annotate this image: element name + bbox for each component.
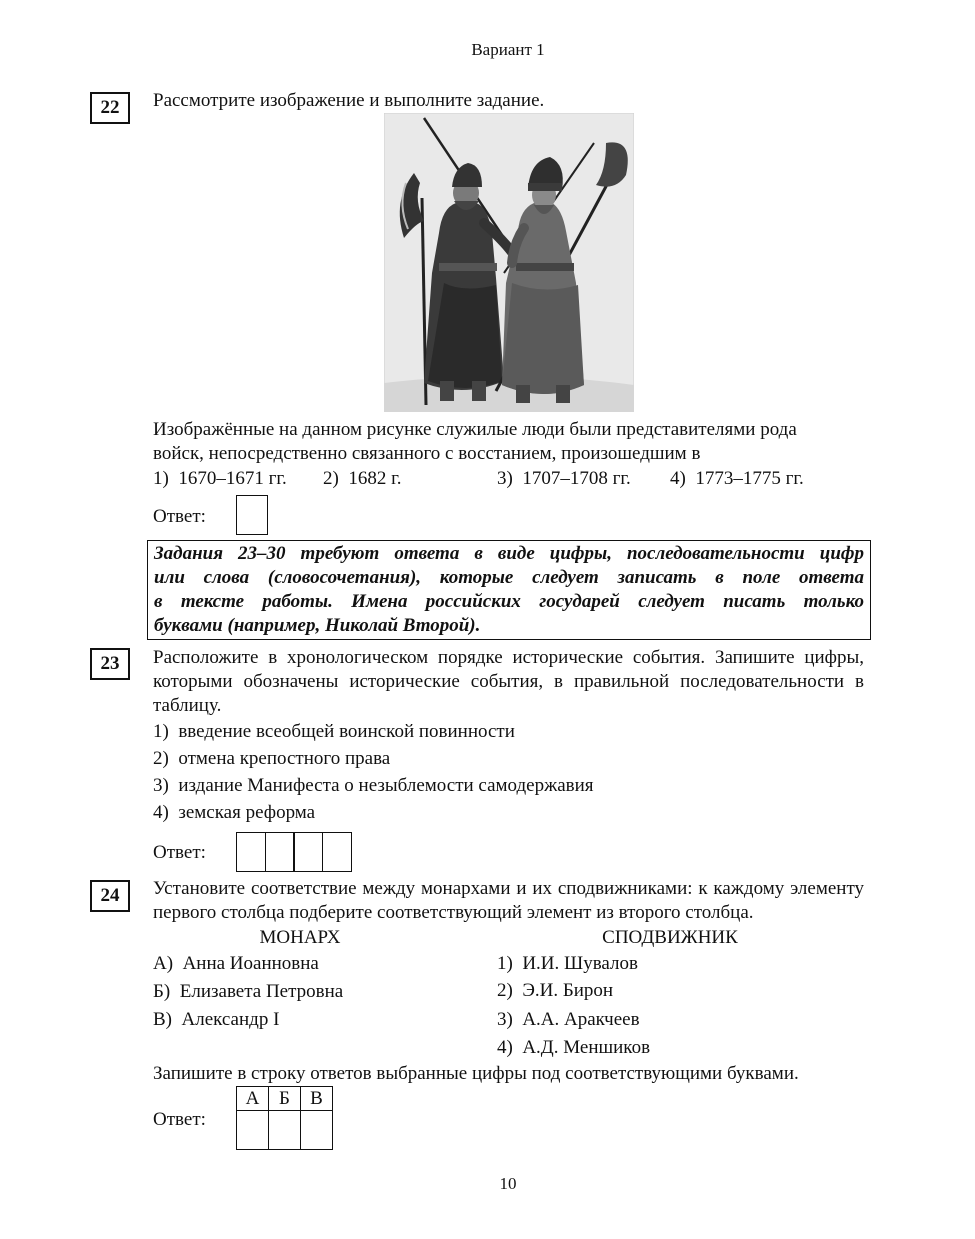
item-text: земская реформа	[178, 802, 316, 823]
monarch-key: Б)	[153, 981, 171, 1002]
item-number: 3)	[153, 775, 169, 796]
item-number: 2)	[153, 748, 169, 769]
instruction-line-1: Задания 23–30 требуют ответа в виде цифры, последовательности цифр	[154, 543, 864, 564]
option-number: 4)	[670, 468, 686, 489]
task22-question-line2: войск, непосредственно связанного с восстанием, произошедшим в	[153, 443, 701, 464]
associate-3	[497, 1008, 640, 1032]
answer-cell[interactable]	[293, 832, 323, 872]
page-number: 10	[499, 1174, 517, 1193]
monarch-b	[153, 980, 343, 1004]
task22-option-2	[323, 467, 401, 491]
column-header-monarch: МОНАРХ	[259, 927, 341, 948]
answer-header-v: В	[301, 1087, 333, 1111]
associate-4	[497, 1036, 650, 1060]
answer-cell-b[interactable]	[269, 1111, 301, 1150]
task23-prompt: Расположите в хронологическом порядке исторические события. Запишите цифры, которыми обозначены исторические события, в правильной последовательности в таблицу.	[153, 647, 864, 716]
task-number-24: 24	[90, 880, 130, 912]
task24-prompt: Установите соответствие между монархами и их сподвижниками: к каждому элементу первого столбца подберите соответствующий элемент из второго столбца.	[153, 878, 864, 923]
associate-name: Э.И. Бирон	[522, 980, 614, 1001]
option-text: 1682 г.	[348, 468, 402, 489]
monarch-a	[153, 952, 319, 976]
item-number: 4)	[153, 802, 169, 823]
instruction-callout	[147, 540, 871, 640]
associate-name: А.Д. Меншиков	[522, 1037, 651, 1058]
associate-name: А.А. Аракчеев	[522, 1009, 640, 1030]
associate-name: И.И. Шувалов	[522, 953, 638, 974]
answer-cell-v[interactable]	[301, 1111, 333, 1150]
task22-answer-label: Ответ:	[153, 506, 206, 527]
column-header-associate: СПОДВИЖНИК	[602, 927, 738, 948]
associate-number: 1)	[497, 953, 513, 974]
associate-number: 4)	[497, 1037, 513, 1058]
task24-answer-table	[236, 1086, 333, 1150]
option-text: 1670–1671 гг.	[178, 468, 287, 489]
monarch-key: А)	[153, 953, 174, 974]
task-number-23: 23	[90, 648, 130, 680]
monarch-name: Александр I	[181, 1009, 280, 1030]
task22-option-4	[670, 467, 804, 491]
item-number: 1)	[153, 721, 169, 742]
associate-2	[497, 979, 613, 1003]
answer-header-b: Б	[269, 1087, 301, 1111]
item-text: издание Манифеста о незыблемости самодержавия	[178, 775, 594, 796]
item-text: отмена крепостного права	[178, 748, 391, 769]
answer-cell[interactable]	[322, 832, 352, 872]
task23-answer-label: Ответ:	[153, 842, 206, 863]
task23-item-3	[153, 774, 594, 798]
answer-cell[interactable]	[265, 832, 295, 872]
task-number-22: 22	[90, 92, 130, 124]
monarch-name: Елизавета Петровна	[179, 981, 344, 1002]
option-text: 1707–1708 гг.	[522, 468, 631, 489]
associate-number: 3)	[497, 1009, 513, 1030]
associate-1	[497, 952, 638, 976]
task23-answer-cells	[236, 832, 352, 872]
item-text: введение всеобщей воинской повинности	[178, 721, 515, 742]
page-header: Вариант 1	[471, 40, 545, 59]
task24-answer-label: Ответ:	[153, 1109, 206, 1130]
monarch-v	[153, 1008, 279, 1032]
task22-option-3	[497, 467, 631, 491]
task22-question-line1: Изображённые на данном рисунке служилые люди были представителями рода	[153, 419, 797, 440]
answer-cell[interactable]	[236, 832, 266, 872]
option-number: 2)	[323, 468, 339, 489]
instruction-line-3: в тексте работы. Имена российских государей следует писать только	[154, 591, 864, 612]
option-number: 3)	[497, 468, 513, 489]
option-text: 1773–1775 гг.	[695, 468, 804, 489]
task22-answer-cell[interactable]	[236, 495, 268, 535]
task22-option-1	[153, 467, 287, 491]
monarch-key: В)	[153, 1009, 172, 1030]
task23-item-2	[153, 747, 390, 771]
option-number: 1)	[153, 468, 169, 489]
answer-header-a: А	[237, 1087, 269, 1111]
instruction-line-4: буквами (например, Николай Второй).	[154, 615, 481, 636]
monarch-name: Анна Иоанновна	[182, 953, 319, 974]
streltsy-drawing	[384, 113, 634, 412]
illustration-streltsy	[384, 113, 634, 412]
answer-cell-a[interactable]	[237, 1111, 269, 1150]
task23-item-4	[153, 801, 315, 825]
instruction-line-2: или слова (словосочетания), которые следует записать в поле ответа	[154, 567, 864, 588]
associate-number: 2)	[497, 980, 513, 1001]
task24-instruction: Запишите в строку ответов выбранные цифры под соответствующими буквами.	[153, 1063, 799, 1084]
task22-prompt: Рассмотрите изображение и выполните задание.	[153, 90, 545, 111]
task23-item-1	[153, 720, 515, 744]
